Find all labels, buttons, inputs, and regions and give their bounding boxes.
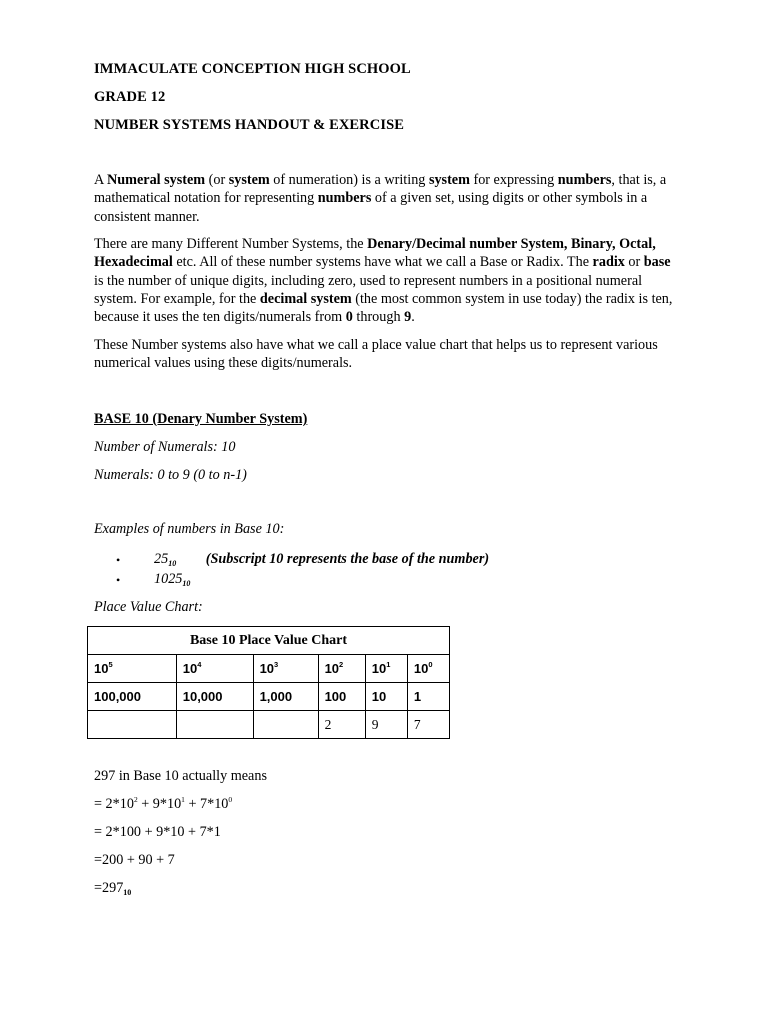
power-cell: $10^0$ — [407, 655, 449, 683]
example-item-1 — [154, 550, 489, 573]
example-item-2 — [154, 570, 190, 593]
bullet-dot: • — [116, 573, 121, 587]
place-value-chart-label: Place Value Chart: — [94, 599, 203, 615]
power-cell: $10^5$ — [88, 655, 177, 683]
examples-label: Examples of numbers in Base 10: — [94, 521, 285, 537]
example-note: (Subscript 10 represents the base of the number) — [205, 551, 490, 567]
table-row-values — [88, 683, 450, 711]
digit-cell — [176, 711, 253, 739]
power-cell: $10^3$ — [253, 655, 318, 683]
power-cell: $10^2$ — [318, 655, 365, 683]
school-name: IMMACULATE CONCEPTION HIGH SCHOOL — [94, 61, 411, 77]
expansion-line-4 — [94, 879, 131, 902]
base10-heading: BASE 10 (Denary Number System) — [94, 411, 308, 427]
handout-title: NUMBER SYSTEMS HANDOUT & EXERCISE — [94, 117, 405, 133]
digit-cell: 9 — [365, 711, 407, 739]
table-title: Base 10 Place Value Chart — [88, 627, 450, 655]
example-subscript: 10 — [182, 579, 191, 588]
table-row-powers — [88, 655, 450, 683]
value-cell: 10,000 — [176, 683, 253, 711]
digit-cell: 2 — [318, 711, 365, 739]
value-cell: 1 — [407, 683, 449, 711]
expansion-line-1: = $2*10^2 + 9*10^1 + 7*10^0$ — [94, 795, 233, 812]
expansion-result-subscript: 10 — [123, 888, 132, 897]
intro-paragraph-2: There are many Different Number Systems, the Denary/Decimal number System, Binary, Octal, Hexadecimal etc. All of these number systems have what we call a Base or Radix. The radix or base is the number of unique digits, including zero, used to represent numbers in a positional numeral system. For example, for the decimal system (the most common system in use today) the radix is ten, because it uses the ten digits/numerals from 0 through 9. — [94, 236, 673, 326]
place-value-table — [87, 626, 450, 739]
example-subscript: 10 — [168, 559, 177, 568]
grade-label: GRADE 12 — [94, 89, 166, 105]
intro-paragraph-1: A Numeral system (or system of numeration) is a writing system for expressing numbers, that is, a mathematical notation for representing numbers of a given set, using digits or other symbols in a consistent manner. — [94, 172, 667, 225]
number-of-numerals: Number of Numerals: 10 — [94, 439, 236, 455]
digit-cell — [253, 711, 318, 739]
digit-cell — [88, 711, 177, 739]
expansion-result: =297 — [94, 880, 124, 896]
value-cell: 10 — [365, 683, 407, 711]
expansion-line-3: =200 + 90 + 7 — [94, 852, 175, 868]
table-row-digits — [88, 711, 450, 739]
intro-paragraph-3: These Number systems also have what we call a place value chart that helps us to represent various numerical values using these digits/numerals. — [94, 337, 658, 372]
bullet-dot: • — [116, 553, 121, 567]
value-cell: 100,000 — [88, 683, 177, 711]
value-cell: 1,000 — [253, 683, 318, 711]
power-cell: $10^4$ — [176, 655, 253, 683]
example-number: 25 — [154, 551, 169, 567]
value-cell: 100 — [318, 683, 365, 711]
example-number: 1025 — [154, 571, 183, 587]
expansion-line-2: = 2*100 + 9*10 + 7*1 — [94, 824, 221, 840]
digit-cell: 7 — [407, 711, 449, 739]
power-cell: $10^1$ — [365, 655, 407, 683]
numerals-range: Numerals: 0 to 9 (0 to n-1) — [94, 467, 247, 483]
expansion-intro: 297 in Base 10 actually means — [94, 768, 267, 784]
